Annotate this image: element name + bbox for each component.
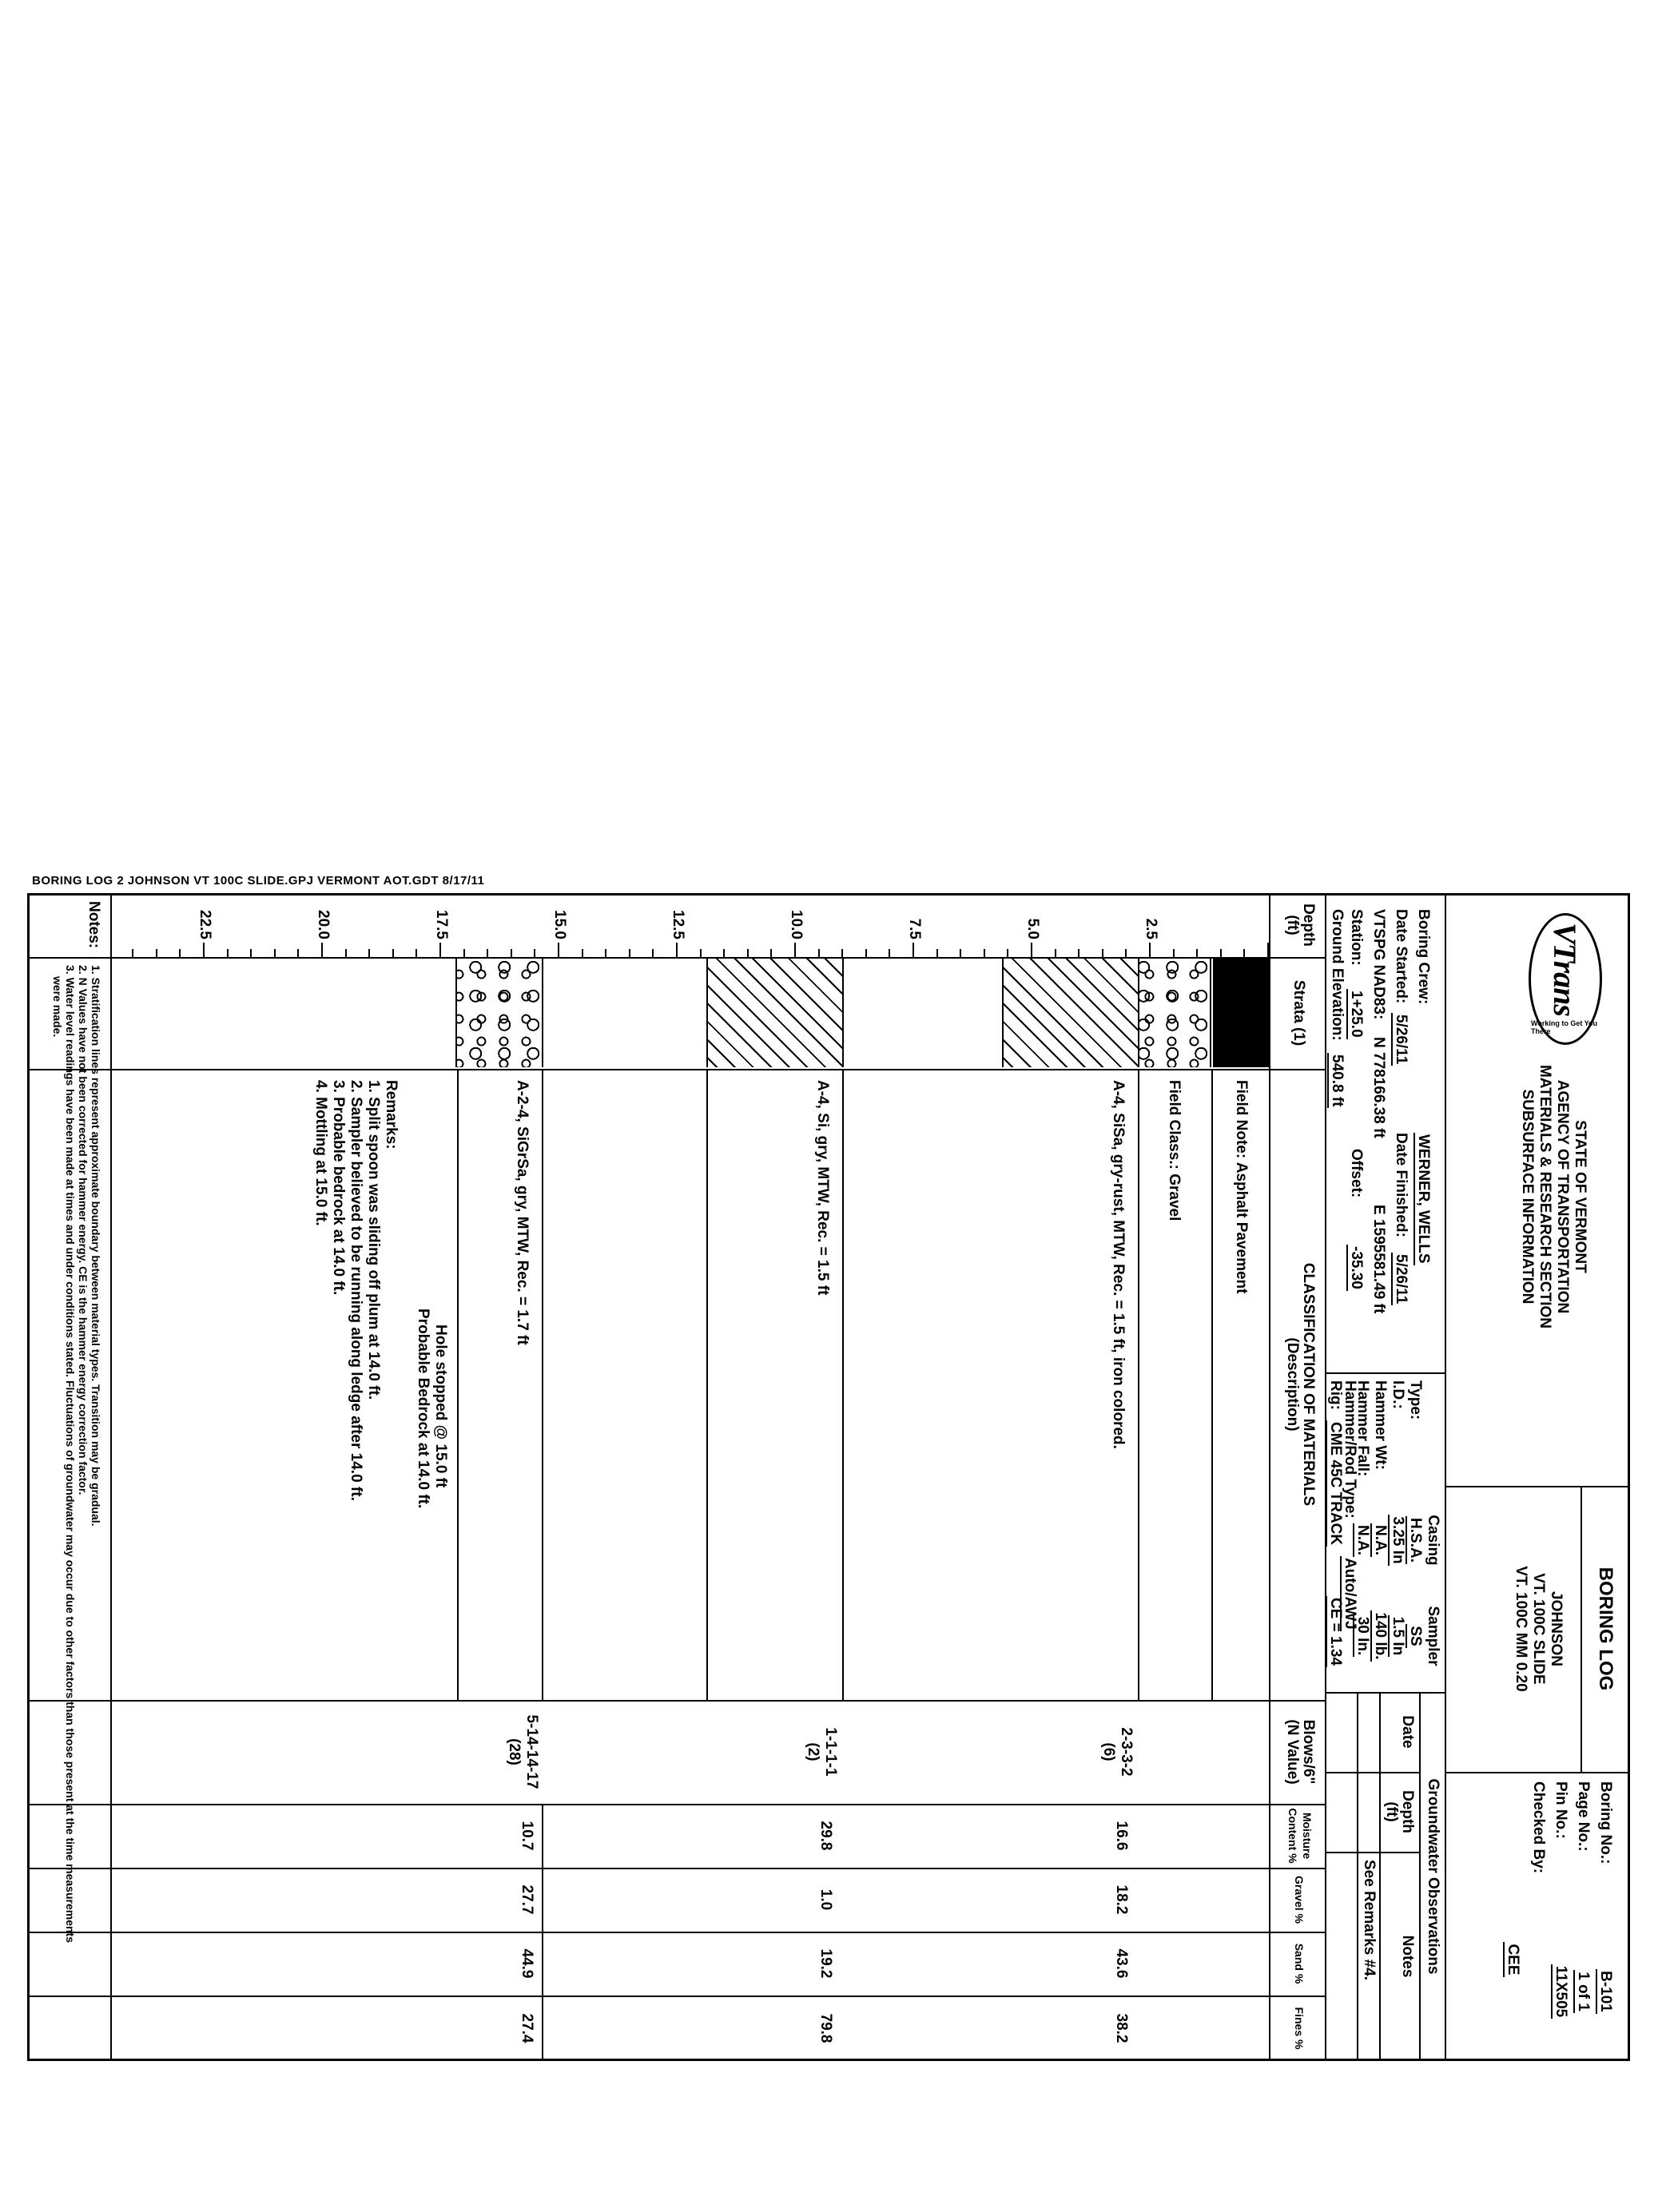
- depth-tick: [676, 943, 678, 957]
- location-line-2: VT. 100C SLIDE: [1530, 1573, 1547, 1685]
- title-divider: [1580, 1486, 1582, 1772]
- depth-tick: [889, 949, 890, 957]
- depth-tick: [652, 949, 654, 957]
- col-div-strata: [27, 1069, 1326, 1070]
- depth-tick: [132, 949, 133, 957]
- depth-header: Depth: [1300, 903, 1317, 947]
- depth-tick: [936, 949, 938, 957]
- depth-tick: [1078, 949, 1080, 957]
- probable-bedrock: Probable Bedrock at 14.0 ft.: [415, 1309, 431, 1509]
- note-3-cont: were made.: [51, 976, 64, 1038]
- agency-line-1: STATE OF VERMONT: [1572, 1120, 1588, 1273]
- col-div-blows: [27, 1804, 1326, 1805]
- depth-tick: [297, 949, 299, 957]
- agency-line-2: AGENCY OF TRANSPORTATION: [1554, 1079, 1571, 1314]
- gw-note: See Remarks #4.: [1361, 1860, 1378, 1981]
- sample-1-gravel: 18.2: [1113, 1884, 1130, 1915]
- layer-line-3: [842, 1069, 844, 1700]
- sampler-wt-value: 140 lb.: [1372, 1612, 1389, 1660]
- depth-tick: [156, 949, 157, 957]
- pin-no-value: 11X505: [1553, 1965, 1569, 2018]
- depth-tick: [1243, 949, 1245, 957]
- notes-label: Notes:: [85, 901, 102, 949]
- layer-line-5: [542, 1069, 543, 1700]
- depth-tick: [250, 949, 252, 957]
- sample-3-gravel: 27.7: [519, 1884, 535, 1915]
- type-label: Type:: [1407, 1380, 1424, 1420]
- checked-by-label: Checked By:: [1530, 1781, 1547, 1874]
- depth-tick: [582, 949, 583, 957]
- remark-1: 1. Split spoon was sliding off plum at 14.0 ft.: [365, 1080, 382, 1400]
- sample-2-moisture: 29.8: [817, 1821, 834, 1851]
- date-finished-label: Date Finished:: [1393, 1133, 1410, 1237]
- sample-1-sand: 43.6: [1113, 1948, 1130, 1979]
- depth-tick: [1007, 949, 1008, 957]
- depth-tick: [511, 949, 512, 957]
- sample-3-fines: 27.4: [519, 2013, 535, 2043]
- strata-blank-2: [542, 959, 708, 1067]
- classification-header: CLASSIFICATION OF MATERIALS: [1300, 1262, 1317, 1507]
- crew-label: Boring Crew:: [1415, 909, 1432, 1005]
- crew-value: WERNER, WELLS: [1415, 1134, 1432, 1264]
- depth-unit: (ft): [1284, 915, 1301, 935]
- depth-tick: [558, 943, 559, 957]
- depth-tick-label: 12.5: [670, 910, 686, 939]
- sampler-type-value: SS: [1407, 1626, 1424, 1646]
- remark-3: 3. Probable bedrock at 14.0 ft.: [330, 1080, 347, 1296]
- strata-silty-sand: [1002, 959, 1139, 1067]
- casing-id-value: 3.25 In: [1390, 1516, 1406, 1564]
- depth-tick: [605, 949, 606, 957]
- desc-asphalt: Field Note: Asphalt Pavement: [1233, 1080, 1250, 1294]
- layer-line-4: [706, 1069, 708, 1700]
- depth-tick: [700, 949, 702, 957]
- strata-blank-1: [842, 959, 1004, 1067]
- location-line-1: JOHNSON: [1548, 1591, 1565, 1666]
- blows-header: Blows/6": [1300, 1719, 1317, 1785]
- sample-2-fines: 79.8: [817, 2013, 834, 2043]
- groundwater-title: Groundwater Observations: [1425, 1778, 1441, 1975]
- depth-tick-label: 2.5: [1143, 918, 1159, 939]
- strata-silty-gravel-sand: [455, 959, 543, 1067]
- strata-silt: [706, 959, 844, 1067]
- gw-notes-header: Notes: [1399, 1935, 1416, 1978]
- layer-line-1: [1211, 1069, 1213, 1700]
- ce-value: CE = 1.34: [1327, 1598, 1344, 1666]
- hole-stopped: Hole stopped @ 15.0 ft: [432, 1324, 449, 1488]
- col-div-moisture: [27, 1868, 1326, 1869]
- depth-tick-label: 22.5: [197, 910, 213, 939]
- casing-label: Casing: [1425, 1515, 1441, 1566]
- rod-type-value: Auto/AWJ: [1342, 1558, 1358, 1630]
- casing-fall-value: N.A.: [1354, 1525, 1371, 1555]
- depth-tick: [274, 949, 276, 957]
- depth-tick: [416, 949, 417, 957]
- note-3: 3. Water level readings have been made at times and under conditions stated. Fluctuations of groundwater may occur due to other factors than those present at the time measurements: [64, 965, 77, 1943]
- offset-value: -35.30: [1348, 1246, 1365, 1289]
- gw-depth-unit: (ft): [1383, 1801, 1400, 1822]
- agency-line-3: MATERIALS & RESEARCH SECTION: [1537, 1064, 1553, 1329]
- file-footer-line: BORING LOG 2 JOHNSON VT 100C SLIDE.GPJ VERMONT AOT.GDT 8/17/11: [32, 874, 485, 888]
- notes-vdivider: [27, 957, 112, 959]
- depth-tick: [392, 949, 394, 957]
- vtrans-logo: VTrans Working to Get You There: [1529, 913, 1602, 1045]
- easting-value: E 1595581.49 ft: [1370, 1205, 1387, 1314]
- date-started-label: Date Started:: [1393, 909, 1410, 1004]
- sampler-fall-value: 30 In.: [1354, 1616, 1371, 1656]
- depth-tick: [960, 949, 961, 957]
- depth-tick: [794, 943, 796, 957]
- depth-tick: [463, 949, 465, 957]
- depth-tick: [1267, 943, 1269, 957]
- sand-header: Sand %: [1293, 1943, 1306, 1984]
- depth-tick: [487, 949, 488, 957]
- hammer-wt-label: Hammer Wt:: [1372, 1380, 1389, 1470]
- blows-sub: (N Value): [1284, 1719, 1301, 1785]
- depth-tick: [179, 949, 181, 957]
- sample-3-sand: 44.9: [519, 1948, 535, 1979]
- depth-tick: [1055, 949, 1056, 957]
- gw-vdivider-2: [1326, 1852, 1421, 1853]
- moisture-sub: Content %: [1286, 1808, 1299, 1864]
- sample-2-gravel: 1.0: [817, 1888, 834, 1911]
- layer-line-6: [457, 1069, 459, 1700]
- desc-layer-4: A-4, Si, gry, MTW, Rec. = 1.5 ft: [814, 1080, 831, 1296]
- depth-tick: [865, 949, 867, 957]
- strata-gravel: [1138, 959, 1211, 1067]
- info-vdivider-1: [1326, 1372, 1446, 1374]
- depth-tick: [1196, 949, 1198, 957]
- station-value: 1+25.0: [1348, 991, 1365, 1038]
- sample-1-blows: 2-3-3-2: [1118, 1727, 1135, 1777]
- depth-tick: [1102, 949, 1103, 957]
- depth-tick: [534, 949, 535, 957]
- sample-1-n: (6): [1100, 1742, 1117, 1761]
- strata-asphalt: [1213, 959, 1269, 1067]
- rod-type-label: Hammer/Rod Type:: [1342, 1380, 1358, 1519]
- location-line-3: VT. 100C MM 0.20: [1513, 1566, 1529, 1692]
- col-div-sand: [27, 1996, 1326, 1997]
- depth-tick: [770, 949, 772, 957]
- depth-tick-label: 20.0: [315, 910, 332, 939]
- pin-no-label: Pin No.:: [1553, 1781, 1569, 1839]
- strata-header: Strata (1): [1290, 979, 1307, 1046]
- gw-row-1: [1379, 1692, 1381, 2061]
- note-1: 1. Stratification lines represent approximate boundary between material types. Transition may be gradual.: [89, 965, 102, 1527]
- note-2: 2. N Values have not been corrected for hammer energy. CE is the hammer energy correction factor.: [77, 965, 89, 1495]
- notes-divider: [110, 893, 112, 2061]
- depth-tick: [984, 949, 985, 957]
- gw-row-2: [1357, 1692, 1358, 2061]
- hammer-fall-label: Hammer Fall:: [1354, 1380, 1371, 1477]
- depth-tick-label: 10.0: [788, 910, 805, 939]
- depth-tick-label: 5.0: [1024, 918, 1041, 939]
- checked-by-value: CEE: [1505, 1944, 1521, 1976]
- gw-date-header: Date: [1399, 1715, 1416, 1749]
- boring-no-label: Boring No.:: [1597, 1781, 1614, 1865]
- sample-3-n: (28): [506, 1738, 523, 1765]
- elevation-value: 540.8 ft: [1329, 1054, 1346, 1107]
- sampler-id-value: 1.5 In: [1390, 1616, 1406, 1656]
- depth-tick-label: 17.5: [433, 910, 450, 939]
- remarks-title: Remarks:: [383, 1080, 400, 1150]
- depth-tick: [818, 949, 820, 957]
- date-finished-value: 5/26/11: [1393, 1254, 1410, 1305]
- sampler-label: Sampler: [1425, 1606, 1441, 1666]
- desc-gravel: Field Class.: Gravel: [1166, 1080, 1183, 1221]
- gw-vdivider-1: [1326, 1772, 1421, 1773]
- sample-3-left-line: [459, 1804, 543, 1805]
- casing-type-value: H.S.A.: [1407, 1518, 1424, 1563]
- col-div-gravel: [27, 1932, 1326, 1933]
- sample-2-blows: 1-1-1-1: [822, 1727, 839, 1777]
- depth-tick: [913, 943, 914, 957]
- boring-log-sheet: [27, 893, 1630, 2061]
- boring-log-title: BORING LOG: [1595, 1567, 1616, 1691]
- header-divider: [1445, 893, 1446, 2061]
- rig-label: Rig:: [1327, 1380, 1344, 1410]
- sample-1-fines: 38.2: [1113, 2013, 1130, 2043]
- layer-line-2: [1138, 1069, 1139, 1700]
- sample-3-blows: 5-14-14-17: [523, 1714, 540, 1789]
- offset-label: Offset:: [1348, 1149, 1365, 1198]
- depth-tick-label: 15.0: [551, 910, 568, 939]
- depth-tick: [345, 949, 347, 957]
- depth-tick: [203, 943, 205, 957]
- gravel-header: Gravel %: [1293, 1876, 1306, 1924]
- depth-tick: [1031, 943, 1032, 957]
- depth-tick: [1220, 949, 1222, 957]
- desc-layer-5: A-2-4, SiGrSa, gry, MTW, Rec. = 1.7 ft: [514, 1080, 531, 1345]
- depth-tick-label: 7.5: [906, 918, 923, 939]
- depth-tick: [1173, 949, 1175, 957]
- gw-divider: [1419, 1692, 1421, 2061]
- depth-tick: [723, 949, 725, 957]
- agency-line-4: SUBSURFACE INFORMATION: [1519, 1089, 1536, 1305]
- vtspg-label: VTSPG NAD83:: [1370, 909, 1387, 1020]
- station-label: Station:: [1348, 909, 1365, 966]
- elevation-label: Ground Elevation:: [1329, 909, 1346, 1041]
- casing-wt-value: N.A.: [1372, 1525, 1389, 1555]
- depth-tick: [368, 949, 370, 957]
- date-started-value: 5/26/11: [1393, 1015, 1410, 1065]
- page-no-label: Page No.:: [1575, 1781, 1592, 1852]
- sample-3-moisture: 10.7: [519, 1821, 535, 1851]
- depth-tick: [227, 949, 229, 957]
- depth-tick: [1149, 943, 1151, 957]
- depth-tick: [1125, 949, 1127, 957]
- depth-tick: [747, 949, 749, 957]
- depth-tick: [629, 949, 630, 957]
- sample-3-top-line: [542, 1804, 543, 2061]
- depth-tick: [439, 943, 441, 957]
- moisture-header: Moisture: [1301, 1812, 1314, 1860]
- remark-2: 2. Sampler believed to be running along ledge after 14.0 ft.: [348, 1080, 364, 1501]
- gw-depth-header: Depth: [1399, 1790, 1416, 1833]
- northing-value: N 778166.38 ft: [1370, 1037, 1387, 1138]
- page-no-value: 1 of 1: [1575, 1972, 1592, 2011]
- classification-sub: (Description): [1284, 1337, 1301, 1432]
- sample-2-sand: 19.2: [817, 1948, 834, 1979]
- id-label: I.D.:: [1390, 1380, 1406, 1409]
- remark-4: 4. Mottling at 15.0 ft.: [312, 1080, 329, 1226]
- boring-no-value: B-101: [1597, 1971, 1614, 2012]
- sample-1-moisture: 16.6: [1113, 1821, 1130, 1851]
- desc-layer-3: A-4, SiSa, gry-rust, MTW, Rec. = 1.5 ft, iron colored.: [1110, 1080, 1127, 1449]
- depth-tick: [841, 949, 843, 957]
- depth-tick: [321, 943, 323, 957]
- sample-2-n: (2): [805, 1742, 821, 1761]
- fines-header: Fines %: [1293, 2007, 1306, 2050]
- rig-value: CME 45C TRACK: [1327, 1422, 1344, 1546]
- header-vdivider-2: [1446, 1772, 1630, 1773]
